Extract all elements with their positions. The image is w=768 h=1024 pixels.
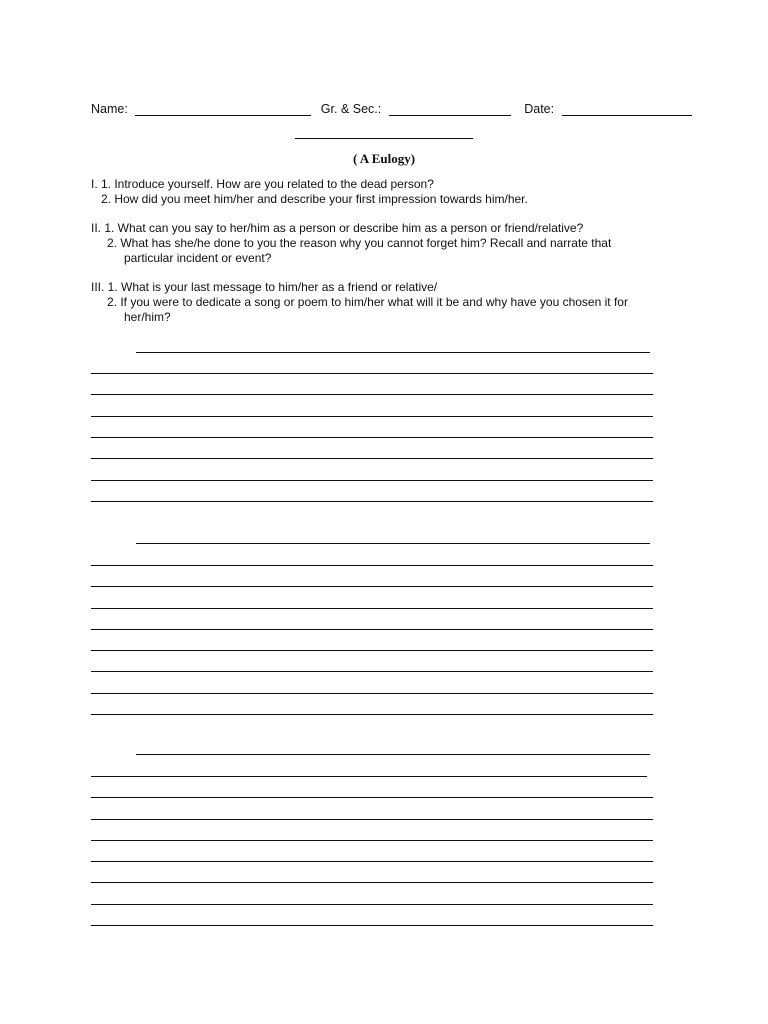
writing-line[interactable] <box>91 882 653 883</box>
question-3-1: III. 1. What is your last message to him/her as a friend or relative/ <box>91 280 438 294</box>
date-field[interactable] <box>562 103 692 116</box>
writing-line[interactable] <box>91 819 653 820</box>
writing-line[interactable] <box>91 797 653 798</box>
writing-line[interactable] <box>91 458 653 459</box>
writing-line[interactable] <box>91 416 653 417</box>
writing-line[interactable] <box>91 714 653 715</box>
question-2-1: II. 1. What can you say to her/him as a person or describe him as a person or friend/relative? <box>91 221 584 235</box>
paragraph-start-line[interactable] <box>136 754 650 755</box>
paragraph-start-line[interactable] <box>136 543 650 544</box>
date-label: Date: <box>524 102 555 116</box>
writing-line[interactable] <box>91 565 653 566</box>
question-2-2: 2. What has she/he done to you the reason why you cannot forget him? Recall and narrate that <box>107 236 612 250</box>
header-fields: Name: Gr. & Sec.: Date: <box>91 102 691 116</box>
question-2-2-cont: particular incident or event? <box>124 251 272 265</box>
writing-line[interactable] <box>91 394 653 395</box>
writing-line[interactable] <box>91 861 653 862</box>
writing-line[interactable] <box>91 501 653 502</box>
paragraph-start-line[interactable] <box>136 352 650 353</box>
name-field[interactable] <box>135 103 311 116</box>
writing-line[interactable] <box>91 373 653 374</box>
writing-line[interactable] <box>91 776 647 777</box>
name-label: Name: <box>91 102 128 116</box>
question-1-2: 2. How did you meet him/her and describe your first impression towards him/her. <box>101 192 528 206</box>
writing-line[interactable] <box>91 629 653 630</box>
writing-line[interactable] <box>91 904 653 905</box>
grsec-field[interactable] <box>389 103 511 116</box>
writing-line[interactable] <box>91 840 653 841</box>
page-title: ( A Eulogy) <box>352 151 416 166</box>
question-1-1: I. 1. Introduce yourself. How are you related to the dead person? <box>91 177 434 191</box>
writing-line[interactable] <box>91 437 653 438</box>
writing-line[interactable] <box>91 671 653 672</box>
writing-line[interactable] <box>91 480 653 481</box>
question-3-2-cont: her/him? <box>124 310 171 324</box>
writing-line[interactable] <box>91 693 653 694</box>
question-3-2: 2. If you were to dedicate a song or poem to him/her what will it be and why have you chosen it for <box>107 295 628 309</box>
grsec-label: Gr. & Sec. <box>320 102 378 116</box>
writing-line[interactable] <box>91 586 653 587</box>
writing-line[interactable] <box>91 608 653 609</box>
writing-line[interactable] <box>91 925 653 926</box>
title-blank-line[interactable] <box>295 138 473 139</box>
writing-line[interactable] <box>91 650 653 651</box>
